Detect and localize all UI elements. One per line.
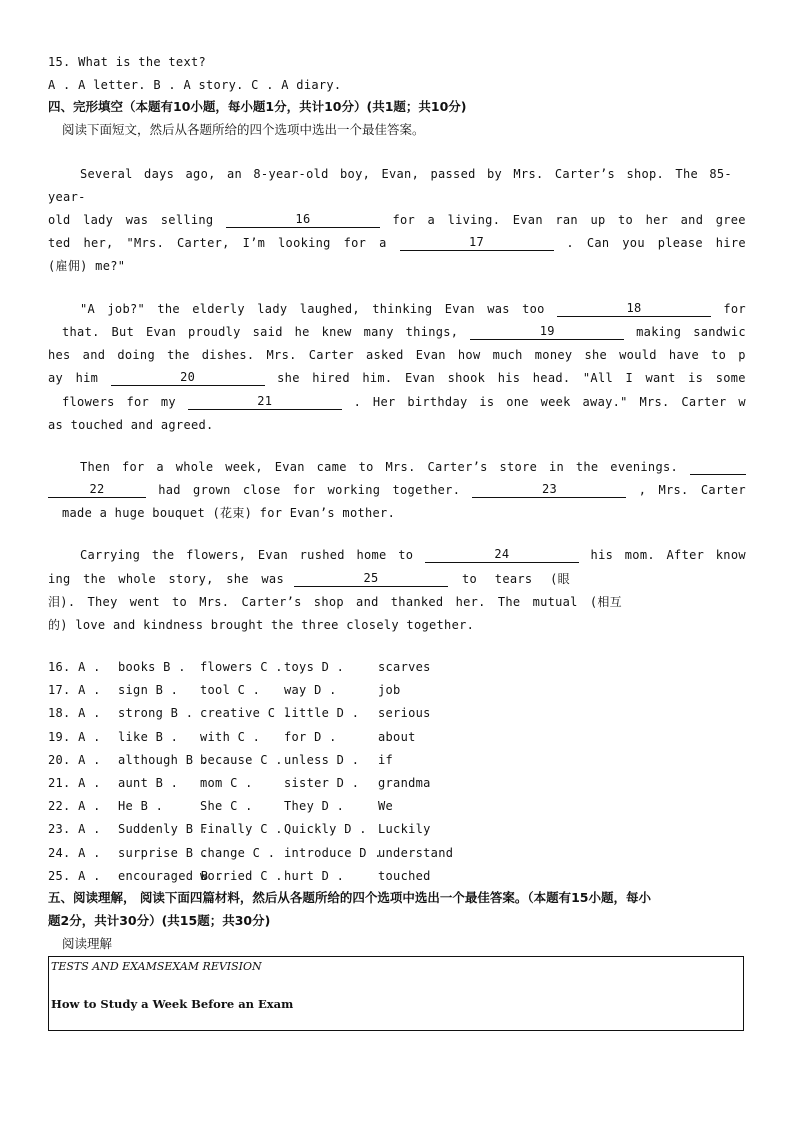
- word: and: [356, 595, 379, 609]
- option-b: creative C .: [200, 706, 291, 721]
- word: my: [160, 395, 176, 409]
- p3-line-2: [48, 482, 746, 498]
- word: doing: [117, 348, 155, 362]
- word: mutual: [532, 595, 578, 609]
- blank-17: 17: [400, 235, 554, 251]
- word: she: [226, 572, 249, 586]
- word: she: [584, 348, 608, 362]
- option-a: strong B .: [118, 706, 194, 721]
- option-c: They D .: [284, 799, 345, 814]
- blank-22-start: [690, 459, 746, 475]
- word: passed: [430, 167, 476, 181]
- word: grown: [193, 483, 231, 497]
- word: ran: [555, 213, 578, 227]
- word: "All: [582, 371, 613, 385]
- word: Mrs.: [199, 595, 230, 609]
- word: close: [242, 483, 281, 497]
- option-num: 21. A .: [48, 776, 101, 790]
- p2-line-5: [62, 394, 746, 410]
- blank-19: 19: [470, 324, 624, 340]
- option-c: way D .: [284, 683, 337, 698]
- word: her,: [83, 236, 114, 250]
- option-d: touched: [378, 868, 431, 883]
- word: 85-: [709, 167, 732, 181]
- option-b: tool C .: [200, 683, 261, 698]
- word: a: [427, 213, 436, 227]
- word: for: [121, 460, 145, 474]
- word: things,: [405, 325, 459, 339]
- option-a: although B .: [118, 752, 209, 767]
- word: rushed: [299, 548, 345, 562]
- p1-line-3: [48, 212, 746, 228]
- option-c: Quickly D .: [284, 822, 367, 837]
- word: Carter’s: [241, 595, 302, 609]
- word: one: [506, 395, 529, 409]
- option-b: mom C .: [200, 776, 253, 790]
- word: the: [157, 302, 180, 316]
- option-a: aunt B .: [118, 776, 179, 790]
- word: thinking: [372, 302, 433, 316]
- option-a: encouraged B .: [118, 868, 224, 883]
- word: the: [575, 460, 599, 474]
- option-b: flowers C .: [200, 660, 283, 674]
- word: They: [87, 595, 118, 609]
- word: a: [156, 460, 164, 474]
- option-d: about: [378, 729, 416, 744]
- word: .: [353, 395, 362, 409]
- word: Mrs.: [266, 348, 297, 362]
- word: job?": [107, 302, 146, 316]
- word: laughed,: [299, 302, 360, 316]
- blank-22: 22: [48, 482, 146, 498]
- word: proudly: [188, 325, 241, 339]
- option-num: 18. A .: [48, 706, 101, 721]
- word: a: [379, 236, 387, 250]
- word: to: [711, 348, 727, 362]
- word: many: [363, 325, 394, 339]
- word: please: [657, 236, 703, 250]
- word: that.: [62, 325, 100, 339]
- blank-25: 25: [294, 571, 448, 587]
- word: I’m: [242, 236, 266, 250]
- word: Carter: [681, 395, 727, 409]
- option-num: 25. A .: [48, 868, 101, 883]
- word: thanked: [390, 595, 444, 609]
- word: I: [625, 371, 634, 385]
- option-num: 22. A .: [48, 799, 101, 814]
- p2-line-3: [48, 347, 746, 363]
- word: went: [129, 595, 160, 609]
- word: is: [479, 395, 495, 409]
- option-c: hurt D .: [284, 868, 345, 883]
- word: for: [343, 236, 367, 250]
- word: (眼: [550, 572, 570, 586]
- word: Evan,: [381, 167, 420, 181]
- word: "A: [80, 302, 96, 316]
- word: him.: [362, 371, 393, 385]
- question-15: 15. What is the text?: [48, 55, 207, 69]
- option-num: 20. A .: [48, 752, 101, 767]
- word: in: [548, 460, 565, 474]
- option-a: He B .: [118, 799, 164, 814]
- word: up: [590, 213, 606, 227]
- option-c: little D .: [284, 706, 360, 721]
- word: The: [497, 595, 521, 609]
- word: ,: [638, 483, 647, 497]
- article-title: How to Study a Week Before an Exam: [51, 997, 294, 1011]
- word: Evan: [404, 371, 436, 385]
- option-d: We: [378, 799, 394, 814]
- word: But: [111, 325, 135, 339]
- word: dishes.: [201, 348, 255, 362]
- word: ted: [48, 236, 71, 250]
- word: want: [645, 371, 676, 385]
- word: how: [457, 348, 481, 362]
- word: 8-year-old: [253, 167, 329, 181]
- word: some: [715, 371, 746, 385]
- word: she: [277, 371, 300, 385]
- p2-line-4: [48, 370, 746, 386]
- option-d: understand: [378, 845, 454, 860]
- option-num: 16. A .: [48, 660, 101, 674]
- p4-line-3: [48, 594, 622, 610]
- word: evenings.: [610, 460, 679, 474]
- option-c: sister D .: [284, 776, 360, 790]
- word: shop.: [626, 167, 665, 181]
- word: was: [261, 572, 284, 586]
- word: working: [327, 483, 381, 497]
- word: to: [172, 595, 188, 609]
- option-b: She C .: [200, 799, 253, 814]
- section-5-heading-line-2: 题2分，共计30分）(共15题；共30分): [48, 913, 271, 928]
- word: Then: [80, 460, 111, 474]
- word: Carter,: [176, 236, 230, 250]
- option-b: because C .: [200, 752, 283, 767]
- p4-line-4: 的) love and kindness brought the three closely together.: [48, 618, 475, 632]
- option-num: 17. A .: [48, 683, 101, 698]
- word: to: [398, 548, 414, 562]
- word: The: [675, 167, 698, 181]
- word: elderly: [192, 302, 245, 316]
- word: much: [492, 348, 523, 362]
- word: flowers: [62, 395, 115, 409]
- word: days: [144, 167, 175, 181]
- p2-line-2: [62, 324, 746, 340]
- word: week: [540, 395, 571, 409]
- word: Evan: [415, 348, 446, 362]
- word: Her: [372, 395, 396, 409]
- option-c: unless D .: [284, 752, 360, 767]
- word: boy,: [340, 167, 371, 181]
- word: Mrs.: [385, 460, 416, 474]
- word: for: [292, 483, 316, 497]
- blank-20: 20: [111, 370, 265, 386]
- blank-18: 18: [557, 301, 711, 317]
- section-4-heading: 四、完形填空（本题有10小题，每小题1分，共计10分）(共1题；共10分): [48, 99, 467, 114]
- word: Carter’s: [554, 167, 616, 181]
- word: by: [486, 167, 503, 181]
- word: shook: [447, 371, 486, 385]
- section-5-heading-line-1: 五、阅读理解， 阅读下面四篇材料，然后从各题所给的四个选项中选出一个最佳答案。（本题有15小题，每小: [48, 890, 651, 905]
- option-d: serious: [378, 706, 431, 721]
- option-a: like B .: [118, 729, 179, 744]
- p2-line-6: as touched and agreed.: [48, 418, 214, 432]
- word: the: [83, 572, 106, 586]
- word: have: [668, 348, 699, 362]
- word: "Mrs.: [126, 236, 165, 250]
- word: gree: [715, 213, 746, 227]
- p1-line-2: year-: [48, 190, 86, 204]
- option-d: job: [378, 683, 401, 698]
- word: for: [126, 395, 150, 409]
- blank-23: 23: [472, 482, 626, 498]
- blank-16: 16: [226, 212, 380, 228]
- word: Several: [80, 167, 133, 181]
- word: Evan: [274, 460, 305, 474]
- word: hes: [48, 348, 71, 362]
- word: Evan: [512, 213, 543, 227]
- word: money: [534, 348, 573, 362]
- word: had: [158, 483, 181, 497]
- word: said: [252, 325, 283, 339]
- word: Carter: [308, 348, 354, 362]
- word: flowers,: [186, 548, 247, 562]
- word: head.: [532, 371, 571, 385]
- word: him: [75, 371, 99, 385]
- p1-line-1: [80, 166, 732, 182]
- word: was: [125, 213, 149, 227]
- word: to: [358, 460, 374, 474]
- word: Carter’s: [427, 460, 488, 474]
- word: lady: [257, 302, 288, 316]
- question-15-options: A . A letter. B . A story. C . A diary.: [48, 78, 342, 92]
- word: tears: [494, 572, 533, 586]
- word: ing: [48, 572, 71, 586]
- word: and: [82, 348, 106, 362]
- word: birthday: [407, 395, 468, 409]
- word: together.: [392, 483, 461, 497]
- word: Carter: [700, 483, 746, 497]
- word: knew: [321, 325, 352, 339]
- section-4-instruction: 阅读下面短文，然后从各题所给的四个选项中选出一个最佳答案。: [62, 122, 425, 137]
- word: ay: [48, 371, 64, 385]
- option-b: change C .: [200, 845, 276, 860]
- word: the: [151, 548, 175, 562]
- word: looking: [278, 236, 331, 250]
- word: making: [636, 325, 682, 339]
- word: week,: [225, 460, 263, 474]
- word: came: [316, 460, 347, 474]
- word: selling: [160, 213, 214, 227]
- p2-line-1: "A job?" the elderly lady laughed, thinking Evan was too 18 for: [80, 301, 746, 316]
- word: her.: [455, 595, 486, 609]
- word: to: [618, 213, 634, 227]
- reading-label: 阅读理解: [62, 936, 113, 951]
- p4-line-1: [80, 547, 746, 563]
- option-a: surprise B .: [118, 845, 209, 860]
- word: was: [487, 302, 510, 316]
- article-box: [48, 956, 744, 1031]
- word: his: [497, 371, 521, 385]
- option-b: worried C .: [200, 868, 283, 883]
- option-d: grandma: [378, 776, 431, 790]
- word: would: [619, 348, 657, 362]
- word: (相互: [589, 595, 622, 609]
- p1-line-4: [48, 235, 746, 251]
- word: he: [294, 325, 310, 339]
- word: his: [590, 548, 614, 562]
- word: 泪).: [48, 595, 76, 609]
- word: living.: [447, 213, 501, 227]
- word: p: [738, 348, 746, 362]
- word: whole: [175, 460, 214, 474]
- p3-line-3: made a huge bouquet (花束) for Evan’s mother.: [62, 506, 396, 520]
- word: Can: [586, 236, 610, 250]
- word: w: [738, 395, 746, 409]
- option-num: 19. A .: [48, 729, 101, 744]
- word: ago,: [185, 167, 216, 181]
- word: Evan: [146, 325, 177, 339]
- article-header: TESTS AND EXAMSEXAM REVISION: [51, 960, 262, 973]
- option-b: with C .: [200, 729, 261, 744]
- word: Evan: [257, 548, 289, 562]
- word: Evan: [444, 302, 475, 316]
- word: you: [622, 236, 645, 250]
- word: home: [356, 548, 387, 562]
- word: After: [666, 548, 705, 562]
- word: her: [645, 213, 669, 227]
- word: know: [715, 548, 746, 562]
- option-num: 24. A .: [48, 845, 101, 860]
- word: and: [680, 213, 704, 227]
- word: hire: [715, 236, 746, 250]
- option-a: books B .: [118, 660, 186, 674]
- option-d: Luckily: [378, 822, 431, 837]
- word: Mrs.: [658, 483, 689, 497]
- option-b: Finally C .: [200, 822, 283, 837]
- word: an: [226, 167, 243, 181]
- word: mom.: [624, 548, 655, 562]
- option-c: for D .: [284, 729, 337, 744]
- option-d: if: [378, 752, 394, 767]
- p1-line-5: (雇佣) me?": [48, 259, 126, 273]
- word: asked: [365, 348, 404, 362]
- word: too: [522, 302, 545, 316]
- option-d: scarves: [378, 660, 431, 674]
- word: sandwic: [693, 325, 746, 339]
- option-a: Suddenly B .: [118, 822, 209, 837]
- option-c: toys D .: [284, 660, 345, 674]
- word: shop: [313, 595, 344, 609]
- word: whole: [118, 572, 156, 586]
- word: for: [392, 213, 416, 227]
- blank-21: 21: [188, 394, 342, 410]
- p3-line-1: [80, 459, 746, 475]
- word: to: [462, 572, 478, 586]
- word: Carrying: [80, 548, 141, 562]
- word: is: [688, 371, 704, 385]
- word: story,: [168, 572, 214, 586]
- word: store: [499, 460, 538, 474]
- word: away.": [582, 395, 628, 409]
- word: .: [566, 236, 574, 250]
- word: lady: [83, 213, 114, 227]
- word: old: [48, 213, 71, 227]
- blank-24: 24: [425, 547, 579, 563]
- word: hired: [312, 371, 350, 385]
- word: the: [167, 348, 190, 362]
- word: Mrs.: [513, 167, 544, 181]
- option-a: sign B .: [118, 683, 179, 698]
- p4-line-2: [48, 571, 746, 587]
- option-c: introduce D .: [284, 845, 382, 860]
- word: Mrs.: [639, 395, 670, 409]
- option-num: 23. A .: [48, 822, 101, 837]
